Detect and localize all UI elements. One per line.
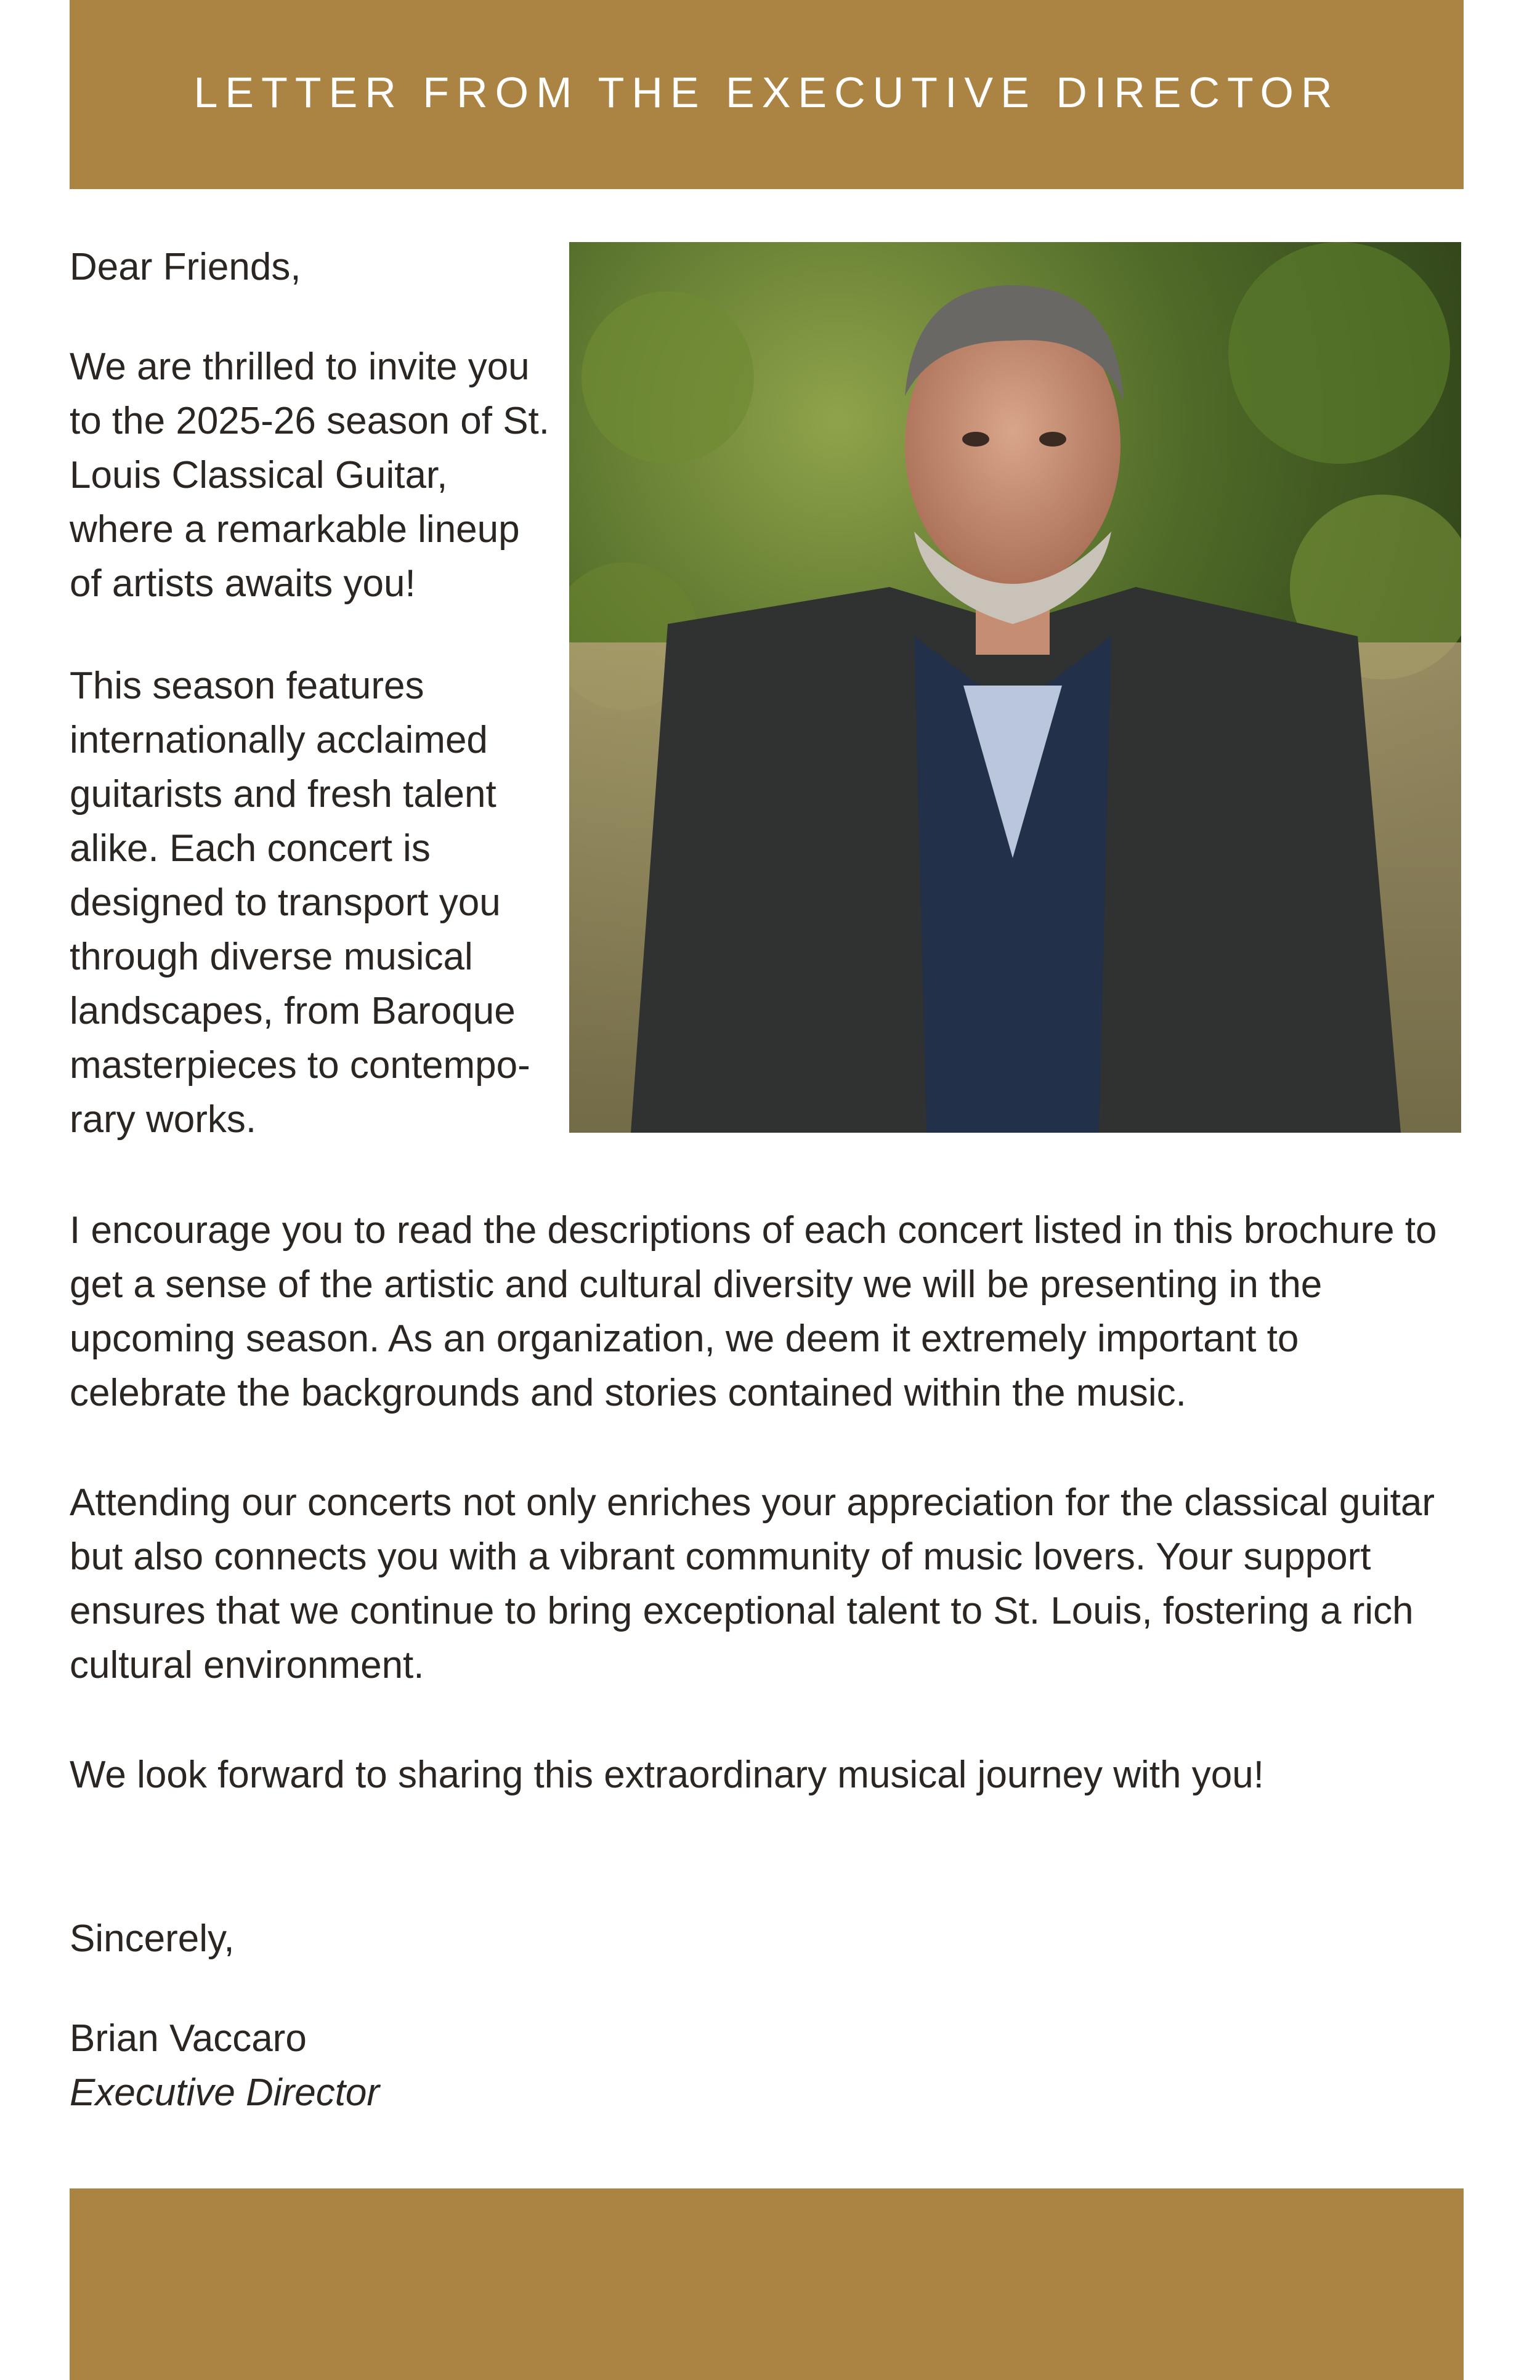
footer-band	[70, 2188, 1464, 2380]
closing	[70, 1912, 1464, 1966]
closing-text: Sincerely,	[70, 1917, 235, 1960]
header-band	[70, 0, 1464, 189]
paragraph-community	[70, 1476, 1464, 1693]
paragraph-closing-remark	[70, 1748, 1464, 1802]
salutation	[70, 240, 550, 294]
paragraph-season-text: This season features internationally acclaimed guitarists and fresh talent alike. Each concert is designed to transport you through diverse musical landscapes, from Baroque masterpieces to contempo-rary works.	[70, 665, 530, 1141]
page-title: LETTER FROM THE EXECUTIVE DIRECTOR	[193, 68, 1340, 116]
signer-name: Brian Vaccaro	[70, 2017, 307, 2060]
director-photo	[569, 242, 1461, 1133]
paragraph-brochure	[70, 1204, 1464, 1420]
salutation-text: Dear Friends,	[70, 246, 301, 288]
signer-title: Executive Director	[70, 2071, 380, 2114]
director-portrait-image	[569, 242, 1461, 1133]
paragraph-community-text: Attending our concerts not only enriches your appreciation for the classical guitar but also connects you with a vibrant community of music lovers. Your support ensures that we continue to bring exceptional talent to St. Louis, fostering a rich cultural environment.	[70, 1481, 1435, 1686]
paragraph-intro-text: We are thrilled to invite you to the 2025-26 season of St. Louis Classical Guitar, where a remarkable lineup of artists awaits you!	[70, 346, 549, 605]
paragraph-season	[70, 659, 550, 1147]
paragraph-brochure-text: I encourage you to read the descriptions of each concert listed in this brochure to get a sense of the artistic and cultural diversity we will be presenting in the upcoming season. As an organization, we deem it extremely important to celebrate the backgrounds and stories contained within the music.	[70, 1209, 1437, 1414]
paragraph-intro	[70, 340, 550, 611]
signature-block	[70, 2012, 1464, 2120]
paragraph-closing-remark-text: We look forward to sharing this extraordinary musical journey with you!	[70, 1754, 1264, 1796]
